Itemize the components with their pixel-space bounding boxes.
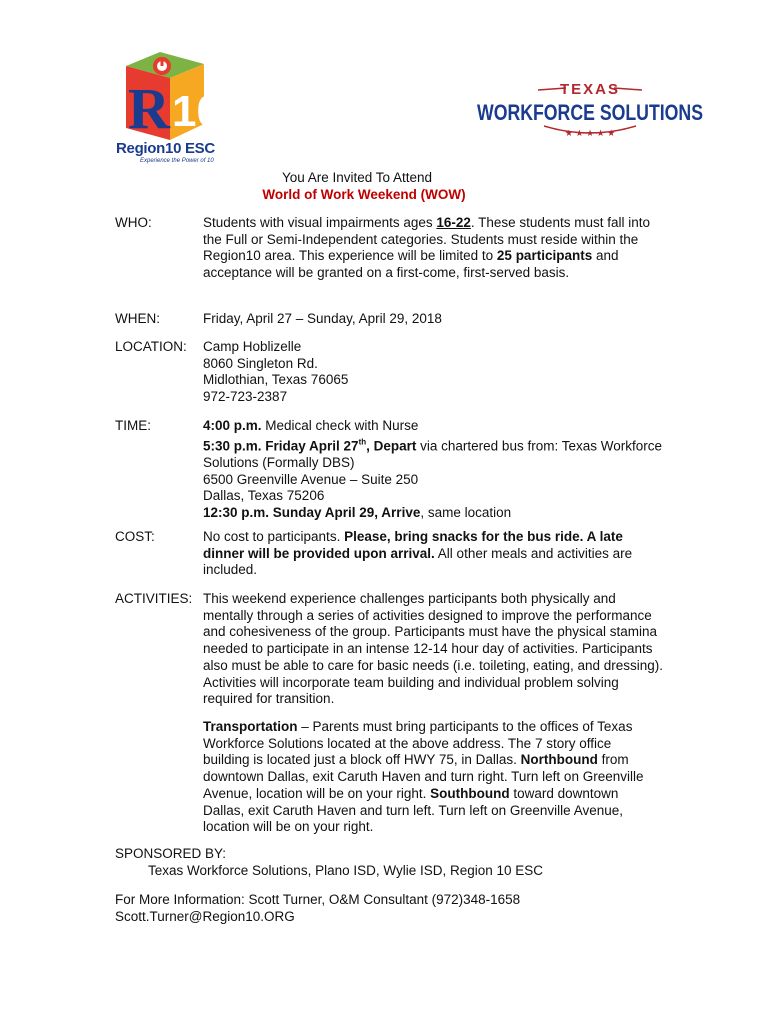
cost-label: COST: — [115, 529, 155, 544]
activities-text: This weekend experience challenges participants both physically and mentally through a series of activities designed to improve the performance and cohesiveness of the group. Participants must have the physical stamina needed to participate in an intense 12-14 hour day of activities. Participants also must be able to care for basic needs (i.e. toileting, eating, and dressing). Activities will incorporate team building and individual problem solving required for transition. — [203, 591, 664, 707]
sponsors-section — [115, 846, 655, 879]
svg-text:10: 10 — [172, 87, 221, 136]
who-text: Students with visual impairments ages 16-22. These students must fall into the Full or Semi-Independent categories. Students must reside within the Region10 area. This experience will be limited to 25 participants and acceptance will be granted on a first-come, first-served basis. — [203, 215, 650, 281]
when-label: WHEN: — [115, 311, 160, 326]
sponsors-list: Texas Workforce Solutions, Plano ISD, Wylie ISD, Region 10 ESC — [148, 862, 544, 878]
ages-range: 16-22 — [436, 215, 471, 230]
svg-text:★ ★ ★ ★ ★: ★ ★ ★ ★ ★ — [564, 128, 616, 138]
participant-limit: 25 participants — [496, 248, 593, 264]
contact-email[interactable]: Scott.Turner@Region10.ORG — [115, 908, 295, 924]
time-text: 4:00 p.m. Medical check with Nurse 5:30 p.m. Friday April 27th, Depart via chartered bus from: Texas Workforce Solutions (Formally DBS) 6500 Greenville Avenue – Suite 250 Dallas, Texas 75206 12:30 p.m. Sunday April 29, Arrive, same location — [203, 418, 662, 521]
transportation-section: Transportation – Parents must bring participants to the offices of Texas Workforce Solutions located at the above address. The 7 story office building is located just a block off HWY 75, in Dallas. Northbound from downtown Dallas, exit Caruth Haven and turn right. Turn left on Greenville Avenue, location will be on your right. Southbound toward downtown Dallas, exit Caruth Haven and turn left. Turn left on Greenville Avenue, location will be on your right. — [203, 719, 644, 835]
event-title: World of Work Weekend (WOW) — [262, 187, 466, 202]
time-label: TIME: — [115, 418, 151, 433]
region10-tagline: Experience the Power of 10 — [140, 158, 214, 164]
transportation-label: Transportation — [203, 719, 298, 734]
twc-logo-top: TEXAS — [559, 81, 621, 98]
address-line: 6500 Greenville Avenue – Suite 250 — [203, 471, 419, 487]
cost-text: No cost to participants. Please, bring snacks for the bus ride. A late dinner will be provided upon arrival. All other meals and activities are included. — [203, 529, 633, 578]
svg-text:R: R — [128, 76, 170, 141]
location-line: 972-723-2387 — [203, 389, 288, 405]
location-line: Midlothian, Texas 76065 — [203, 372, 349, 388]
contact-section — [115, 892, 655, 925]
address-line: Dallas, Texas 75206 — [203, 488, 325, 504]
contact-info: For More Information: Scott Turner, O&M Consultant (972)348-1658 — [115, 892, 521, 907]
activities-label: ACTIVITIES: — [115, 591, 193, 606]
twc-logo — [474, 78, 706, 140]
location-line: Camp Hoblizelle — [203, 339, 302, 354]
location-text — [203, 339, 663, 406]
when-text: Friday, April 27 – Sunday, April 29, 2018 — [203, 311, 442, 326]
twc-logo-main: WORKFORCE SOLUTIONS — [477, 100, 703, 125]
location-label: LOCATION: — [115, 339, 187, 354]
region10-name: Region10 ESC — [116, 140, 215, 157]
sponsors-label: SPONSORED BY: — [115, 846, 227, 861]
invitation-line: You Are Invited To Attend — [281, 170, 433, 185]
location-line: 8060 Singleton Rd. — [203, 355, 318, 371]
who-label: WHO: — [115, 215, 152, 230]
